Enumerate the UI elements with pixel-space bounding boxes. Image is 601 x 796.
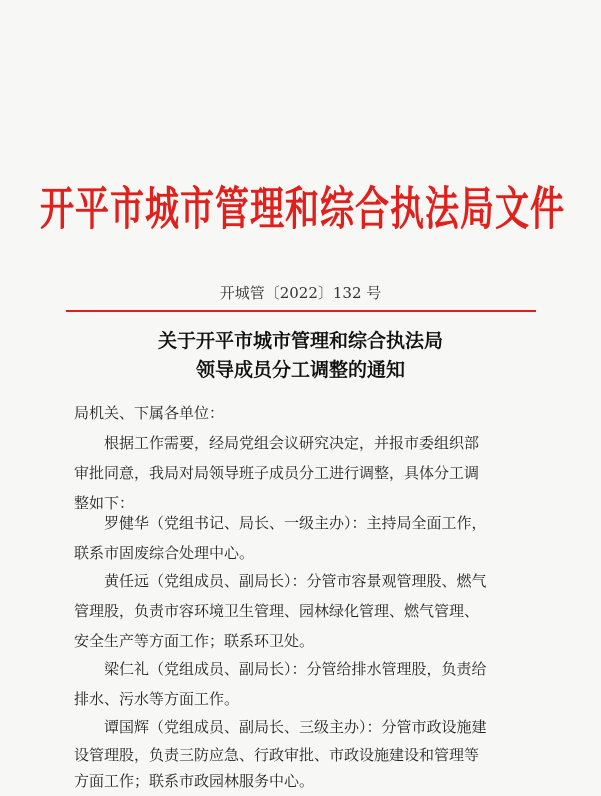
- notice-title-line-1: 关于开平市城市管理和综合执法局: [157, 330, 443, 352]
- body-line: 梁仁礼（党组成员、副局长）：分管给排水管理股，负责给: [74, 660, 487, 678]
- body-line: 方面工作；联系市政园林服务中心。: [74, 772, 315, 790]
- body-line: 安全生产等方面工作；联系环卫处。: [74, 632, 315, 650]
- body-line: 根据工作需要，经局党组会议研究决定，并报市委组织部: [74, 434, 480, 452]
- body-line: 设管理股，负责三防应急、行政审批、市政设施建设和管理等: [74, 746, 480, 764]
- body-line: 管理股，负责市容环境卫生管理、园林绿化管理、燃气管理、: [74, 602, 480, 620]
- document-number: 开城管〔2022〕132 号: [219, 284, 382, 302]
- body-line: 联系市固废综合处理中心。: [74, 544, 255, 562]
- red-divider-line: [66, 310, 536, 312]
- body-line: 排水、污水等方面工作。: [74, 690, 240, 708]
- notice-title-line-2: 领导成员分工调整的通知: [195, 359, 405, 381]
- body-line-recipients: 局机关、下属各单位：: [74, 404, 225, 422]
- body-line: 审批同意，我局对局领导班子成员分工进行调整，具体分工调: [74, 464, 480, 482]
- body-line: 罗健华（党组书记、局长、一级主办）：主持局全面工作，: [74, 514, 487, 532]
- org-file-header: 开平市城市管理和综合执法局文件: [40, 182, 565, 237]
- body-line: 黄任远（党组成员、副局长）：分管市容景观管理股、燃气: [74, 572, 487, 590]
- body-line: 整如下：: [74, 494, 135, 512]
- body-line: 谭国辉（党组成员、副局长、三级主办）：分管市政设施建: [74, 718, 487, 736]
